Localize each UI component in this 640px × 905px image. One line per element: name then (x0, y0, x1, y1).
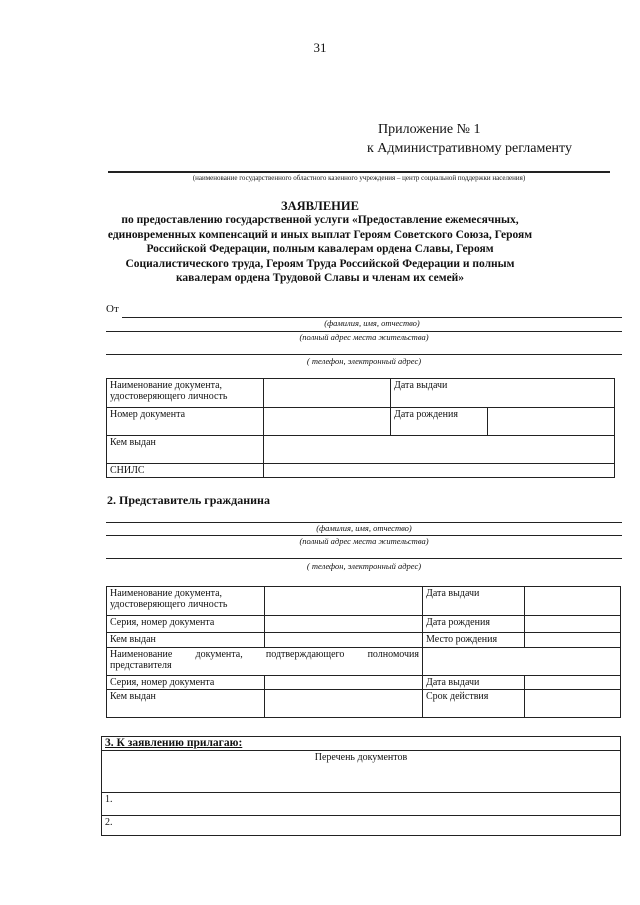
institution-line[interactable] (108, 171, 610, 173)
applicant-birth-date-value[interactable] (488, 408, 615, 436)
applicant-doc-number-label: Номер документа (107, 408, 264, 436)
applicant-address-caption: (полный адрес места жительства) (299, 332, 429, 342)
rep-series-number-label: Серия, номер документа (107, 616, 265, 633)
attachments-table (101, 736, 621, 836)
rep-birth-place-value[interactable] (525, 633, 621, 648)
rep-issued-by-value-2[interactable] (265, 690, 423, 718)
rep-issue-date-label: Дата выдачи (423, 587, 525, 616)
applicant-birth-date-label: Дата рождения (391, 408, 488, 436)
rep-issued-by-label: Кем выдан (107, 633, 265, 648)
rep-validity-label: Срок действия (423, 690, 525, 718)
rep-id-doc-label: Наименование документа, удостоверяющего личность (107, 587, 265, 616)
applicant-address-line[interactable] (106, 354, 622, 355)
rep-birth-place-label: Место рождения (423, 633, 525, 648)
from-label: От (106, 303, 119, 315)
document-subtitle: по предоставлению государственной услуги «Предоставление ежемесячных, единовременных компенсаций и иных выплат Героям Советского Союза, Героям Российской Федерации, полным кавалерам ордена Славы, Героям Социалистического труда, Героям Труда Российской Федерации и полным кавалерам ордена Трудовой Славы и членам их семей» (107, 214, 533, 284)
appendix-line-1: Приложение № 1 (378, 122, 481, 137)
rep-fio-caption: (фамилия, имя, отчество) (316, 523, 412, 533)
applicant-table (106, 378, 615, 478)
appendix-line-2: к Административному регламенту (367, 141, 572, 156)
rep-id-doc-value[interactable] (265, 587, 423, 616)
rep-birth-date-label: Дата рождения (423, 616, 525, 633)
rep-series-number-value-2[interactable] (265, 676, 423, 690)
rep-address-caption: (полный адрес места жительства) (299, 536, 429, 546)
rep-authority-doc-value[interactable] (423, 648, 621, 676)
attachment-row-1[interactable]: 1. (102, 793, 621, 816)
representative-table (106, 586, 621, 718)
rep-series-number-value[interactable] (265, 616, 423, 633)
applicant-id-doc-value[interactable] (264, 379, 391, 408)
applicant-id-doc-label: Наименование документа, удостоверяющего личность (107, 379, 264, 408)
applicant-snils-label: СНИЛС (107, 464, 264, 478)
section-2-title: 2. Представитель гражданина (107, 493, 270, 507)
rep-contacts-caption: ( телефон, электронный адрес) (306, 561, 422, 571)
rep-validity-value[interactable] (525, 690, 621, 718)
rep-address-line[interactable] (106, 558, 622, 559)
page-number: 31 (313, 40, 327, 55)
rep-series-number-label-2: Серия, номер документа (107, 676, 265, 690)
applicant-doc-number-value[interactable] (264, 408, 391, 436)
applicant-issue-date-label: Дата выдачи (391, 379, 615, 408)
rep-authority-doc-label: Наименование документа, подтверждающего полномочия представителя (107, 648, 423, 676)
attachment-row-2[interactable]: 2. (102, 816, 621, 836)
attachments-list-header: Перечень документов (102, 751, 621, 793)
rep-issued-by-value[interactable] (265, 633, 423, 648)
applicant-issued-by-label: Кем выдан (107, 436, 264, 464)
document-title: ЗАЯВЛЕНИЕ (281, 199, 359, 213)
rep-issued-by-label-2: Кем выдан (107, 690, 265, 718)
applicant-issued-by-value[interactable] (264, 436, 615, 464)
rep-issue-date-label-2: Дата выдачи (423, 676, 525, 690)
applicant-fio-caption: (фамилия, имя, отчество) (324, 318, 420, 328)
applicant-snils-value[interactable] (264, 464, 615, 478)
institution-caption: (наименование государственного областного казенного учреждения – центр социальной поддержки населения) (192, 174, 526, 182)
section-3-title: 3. К заявлению прилагаю: (102, 737, 621, 751)
rep-issue-date-value-2[interactable] (525, 676, 621, 690)
rep-birth-date-value[interactable] (525, 616, 621, 633)
rep-issue-date-value[interactable] (525, 587, 621, 616)
applicant-contacts-caption: ( телефон, электронный адрес) (306, 356, 422, 366)
